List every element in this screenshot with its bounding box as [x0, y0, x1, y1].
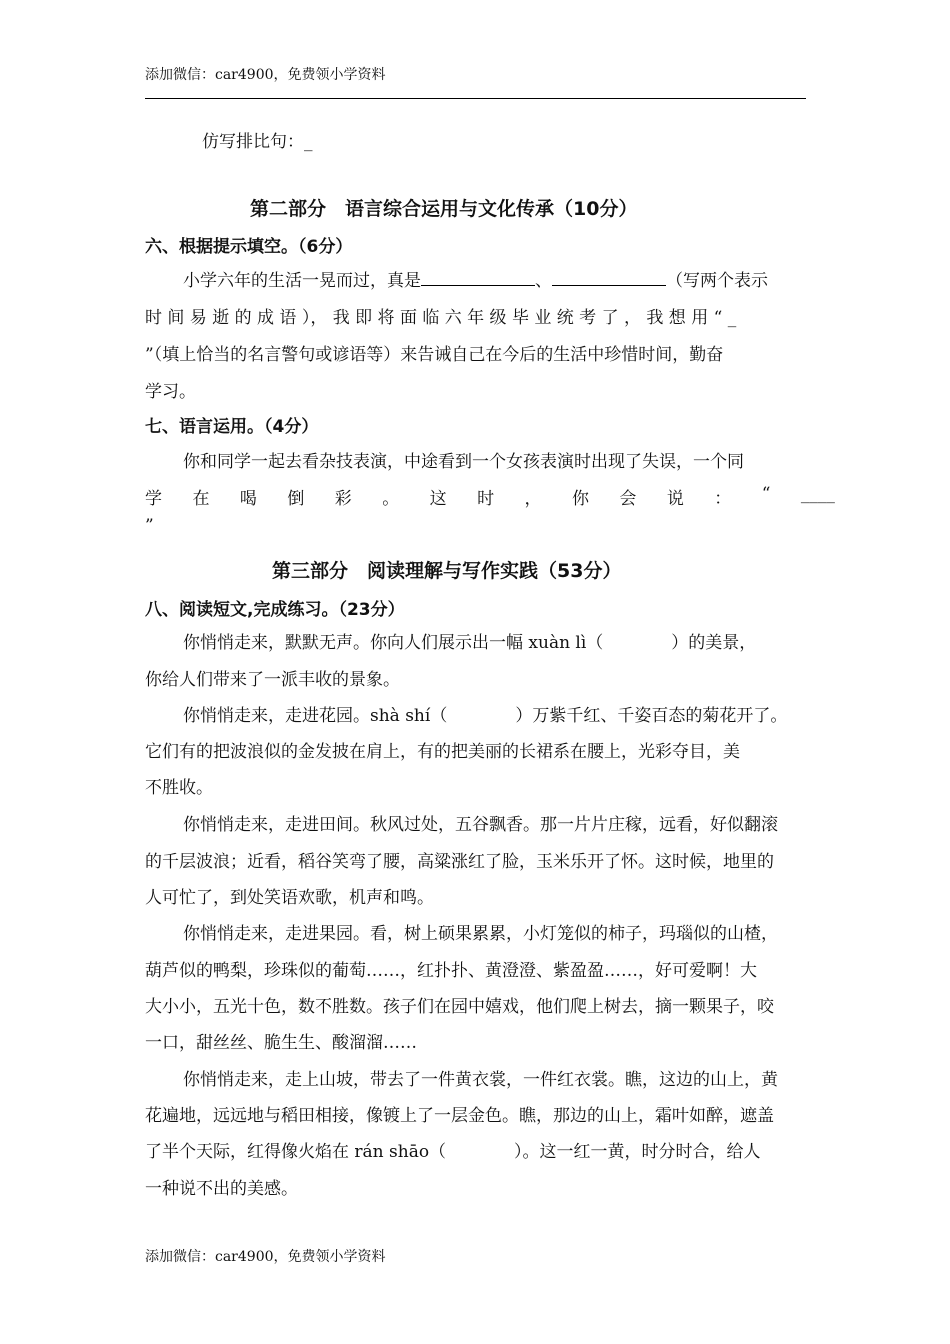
q8-line: 你悄悄走来，默默无声。你向人们展示出一幅 xuàn lì（ ）的美景，: [183, 633, 757, 653]
q7-char: 在: [192, 489, 210, 509]
q7-char: 彩: [334, 489, 352, 509]
q8-line: 它们有的把波浪似的金发披在肩上，有的把美丽的长裙系在腰上，光彩夺目，美: [145, 742, 740, 762]
q7-char: ：: [714, 489, 732, 509]
lead-line: 仿写排比句：_: [202, 132, 313, 152]
q8-heading: 八、阅读短文,完成练习。（23分）: [145, 600, 405, 620]
q8-line: 你悄悄走来，走进花园。shà shí（ ）万紫千红、千姿百态的菊花开了。: [183, 706, 788, 726]
q8-line: 你悄悄走来，走上山坡，带去了一件黄衣裳，一件红衣裳。瞧，这边的山上，黄: [183, 1070, 778, 1090]
q7-char: 学: [145, 489, 162, 509]
q8-line: 不胜收。: [145, 778, 213, 798]
header-rule: [145, 98, 806, 99]
q8-line: 花遍地，远远地与稻田相接，像镀上了一层金色。瞧，那边的山上，霜叶如醉，遮盖: [145, 1106, 774, 1126]
q6-line-1: [183, 266, 768, 291]
q7-line-2: [145, 484, 835, 509]
q6-heading: 六、根据提示填空。（6分）: [145, 237, 353, 257]
q7-char: 你: [571, 489, 589, 509]
q7-heading: 七、语言运用。（4分）: [145, 417, 319, 437]
q6-line-3: ”（填上恰当的名言警句或谚语等）来告诫自己在今后的生活中珍惜时间，勤奋: [145, 345, 724, 365]
q6-blank-1[interactable]: [421, 270, 535, 286]
q7-char: 倒: [287, 489, 305, 509]
q8-line: 大小小，五光十色，数不胜数。孩子们在园中嬉戏，他们爬上树去，摘一颗果子，咬: [145, 997, 774, 1017]
page-header: 添加微信：car4900，免费领小学资料: [145, 67, 386, 83]
q8-line: 葫芦似的鸭梨，珍珠似的葡萄……，红扑扑、黄澄澄、紫盈盈……，好可爱啊！大: [145, 961, 757, 981]
q6-text-c: （写两个表示: [666, 271, 768, 291]
q7-char: ，: [524, 489, 542, 509]
q7-char: 会: [619, 489, 637, 509]
q8-line: 人可忙了，到处笑语欢歌，机声和鸣。: [145, 888, 434, 908]
q8-line: 的千层波浪；近看，稻谷笑弯了腰，高粱涨红了脸，玉米乐开了怀。这时候，地里的: [145, 852, 774, 872]
q6-line-4: 学习。: [145, 382, 196, 402]
q7-char: 。: [382, 489, 400, 509]
q7-char: 说: [666, 489, 684, 509]
q8-line: 一种说不出的美感。: [145, 1179, 298, 1199]
q7-char: 这: [429, 489, 447, 509]
q8-line: 了半个天际，红得像火焰在 rán shāo（ ）。这一红一黄，时分时合，给人: [145, 1142, 761, 1162]
q7-char: 时: [477, 489, 495, 509]
q7-char: “: [761, 484, 771, 504]
q7-blank[interactable]: ____: [800, 484, 835, 504]
part2-title: 第二部分 语言综合运用与文化传承（10分）: [250, 198, 638, 220]
q7-line-3: ”: [145, 516, 154, 536]
q8-line: 你悄悄走来，走进果园。看，树上硕果累累，小灯笼似的柿子，玛瑙似的山楂，: [183, 924, 778, 944]
q7-line-1: 你和同学一起去看杂技表演，中途看到一个女孩表演时出现了失误，一个同: [183, 452, 744, 472]
q6-text-b: 、: [535, 271, 552, 291]
q8-line: 一口，甜丝丝、脆生生、酸溜溜……: [145, 1033, 417, 1053]
q8-line: 你悄悄走来，走进田间。秋风过处，五谷飘香。那一片片庄稼，远看，好似翻滚: [183, 815, 778, 835]
part3-title: 第三部分 阅读理解与写作实践（53分）: [272, 560, 622, 582]
q6-line-2: 时 间 易 逝 的 成 语 ）， 我 即 将 面 临 六 年 级 毕 业 统 考 了 ， 我 想 用 “ _: [145, 308, 737, 328]
q6-text-a: 小学六年的生活一晃而过，真是: [183, 271, 421, 291]
q6-blank-2[interactable]: [552, 270, 666, 286]
page-footer: 添加微信：car4900，免费领小学资料: [145, 1249, 386, 1265]
q8-line: 你给人们带来了一派丰收的景象。: [145, 670, 400, 690]
q7-char: 喝: [239, 489, 257, 509]
